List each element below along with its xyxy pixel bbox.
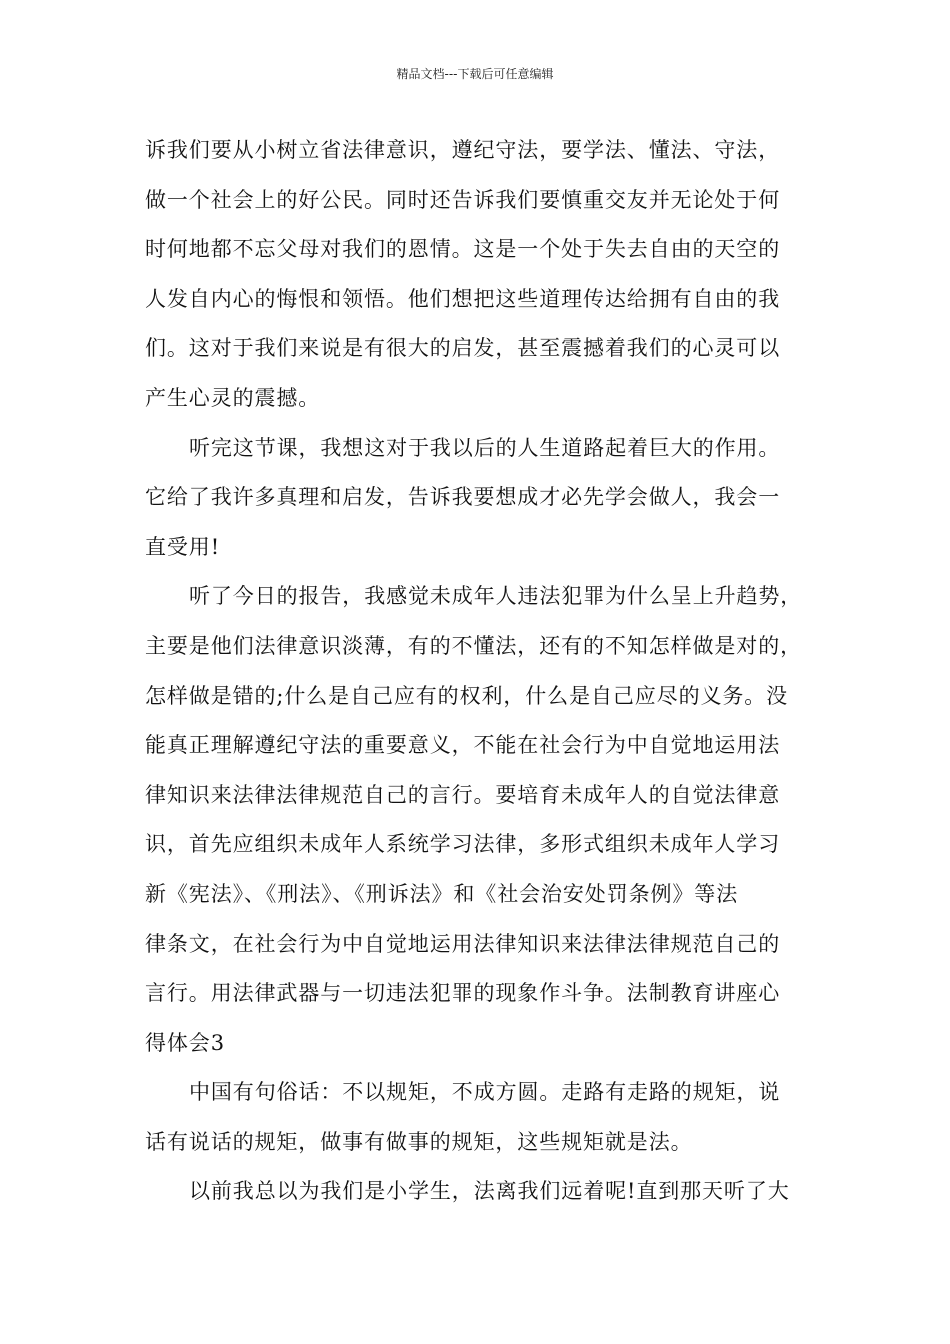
text-line: 能真正理解遵纪守法的重要意义，不能在社会行为中自觉地运用法: [145, 733, 781, 758]
text-line: 它给了我许多真理和启发，告诉我要想成才必先学会做人，我会一: [145, 485, 781, 510]
text-line: 得体会3: [145, 1030, 225, 1055]
text-line: 新《宪法》、《刑法》、《刑诉法》和《社会治安处罚条例》等法: [145, 881, 739, 906]
text-line: 听了今日的报告，我感觉未成年人违法犯罪为什么呈上升趋势，: [189, 584, 803, 609]
text-line: 话有说话的规矩，做事有做事的规矩，这些规矩就是法。: [145, 1129, 693, 1154]
text-line: 律知识来法律法律规范自己的言行。要培育未成年人的自觉法律意: [145, 782, 781, 807]
text-line: 产生心灵的震撼。: [145, 385, 321, 410]
text-line: 主要是他们法律意识淡薄，有的不懂法，还有的不知怎样做是对的，: [145, 633, 802, 658]
text-line: 中国有句俗话：不以规矩，不成方圆。走路有走路的规矩，说: [189, 1080, 781, 1105]
text-line: 言行。用法律武器与一切违法犯罪的现象作斗争。法制教育讲座心: [145, 981, 781, 1006]
text-line: 时何地都不忘父母对我们的恩情。这是一个处于失去自由的天空的: [145, 237, 781, 262]
text-line: 听完这节课，我想这对于我以后的人生道路起着巨大的作用。: [189, 435, 781, 460]
text-line: 做一个社会上的好公民。同时还告诉我们要慎重交友并无论处于何: [145, 187, 781, 212]
text-line: 直受用!: [145, 534, 221, 559]
text-line: 律条文，在社会行为中自觉地运用法律知识来法律法律规范自己的: [145, 931, 781, 956]
text-line: 诉我们要从小树立省法律意识，遵纪守法，要学法、懂法、守法，: [145, 138, 781, 162]
page-header: 精品文档---下载后可任意编辑: [396, 67, 554, 81]
text-line: 以前我总以为我们是小学生，法离我们远着呢!直到那天听了大: [189, 1179, 790, 1204]
body-text: [145, 126, 815, 1217]
text-line: 怎样做是错的;什么是自己应有的权利，什么是自己应尽的义务。没: [145, 683, 789, 708]
text-line: 们。这对于我们来说是有很大的启发，甚至震撼着我们的心灵可以: [145, 336, 781, 361]
text-line: 人发自内心的悔恨和领悟。他们想把这些道理传达给拥有自由的我: [145, 286, 781, 311]
text-line: 识，首先应组织未成年人系统学习法律，多形式组织未成年人学习: [145, 832, 781, 857]
